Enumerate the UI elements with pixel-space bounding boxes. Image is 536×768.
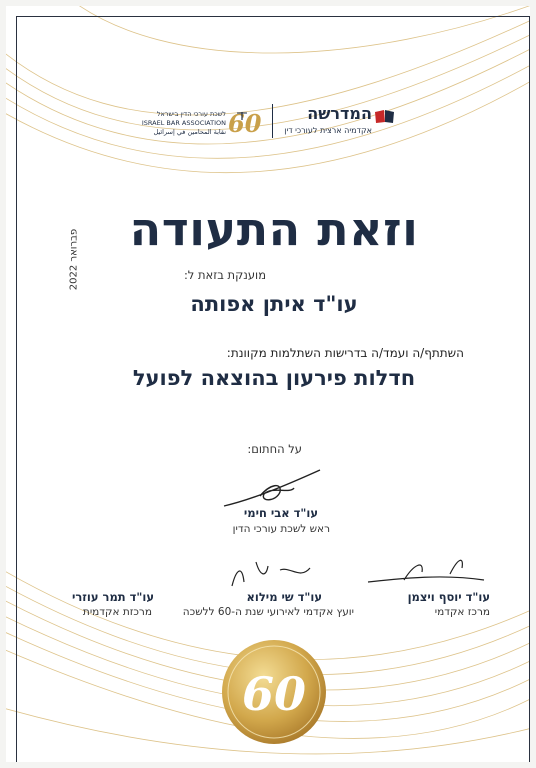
recipient-name: עו"ד איתן אפותה [190, 292, 358, 316]
signatory-1-name: עו"ד אבי חימי [243, 506, 318, 520]
awarded-to-label: מוענקת בזאת ל: [183, 268, 266, 282]
bar-60-text: 60 [228, 109, 262, 138]
course-name: חדלות פירעון בהוצאה לפועל [132, 366, 416, 390]
logo-divider [272, 104, 273, 138]
certificate-heading: וזאת התעודה [129, 202, 419, 256]
bar-60-emblem-icon [228, 106, 268, 138]
anniversary-seal-number: 60 [241, 667, 307, 721]
school-logo-sub-text: אקדמיה ארצית לעורכי דין [284, 126, 372, 135]
school-logo-main-text: המדרשה [307, 104, 372, 123]
certificate-date: פברואר 2022 [68, 228, 80, 291]
school-logo [286, 102, 398, 146]
signed-by-label: על החתום: [247, 442, 302, 456]
book-icon [374, 108, 396, 124]
signatory-3-title: יועץ אקדמי לאירועי שנת ה-60 ללשכה [182, 606, 354, 618]
bar-hebrew-name: לשכת עורכי הדין בישראל [156, 110, 226, 118]
anniversary-seal-icon [220, 638, 328, 746]
signatory-3-name: עו"ד שי מילוא [246, 590, 322, 604]
signatory-2-name: עו"ד יוסף ויצמן [407, 590, 490, 604]
signatory-4-name: עו"ד תמר עוזרי [72, 590, 154, 604]
bar-arabic-name: نقابة المحامين في إسرائيل [153, 128, 226, 136]
signatory-2-title: מרכז אקדמי [434, 606, 490, 618]
bar-english-name: ISRAEL BAR ASSOCIATION [141, 119, 226, 127]
signature-yosef-weizman [364, 554, 488, 588]
signatory-4-title: מרכזת אקדמית [82, 606, 152, 618]
signatory-1-title: ראש לשכת עורכי הדין [232, 523, 330, 535]
signature-shai-milo [226, 556, 326, 590]
participation-text: השתתף/ה ועמד/ה בדרישות השתלמות מקוונת: [226, 346, 464, 360]
bar-association-logo [141, 102, 268, 146]
certificate [6, 6, 530, 762]
